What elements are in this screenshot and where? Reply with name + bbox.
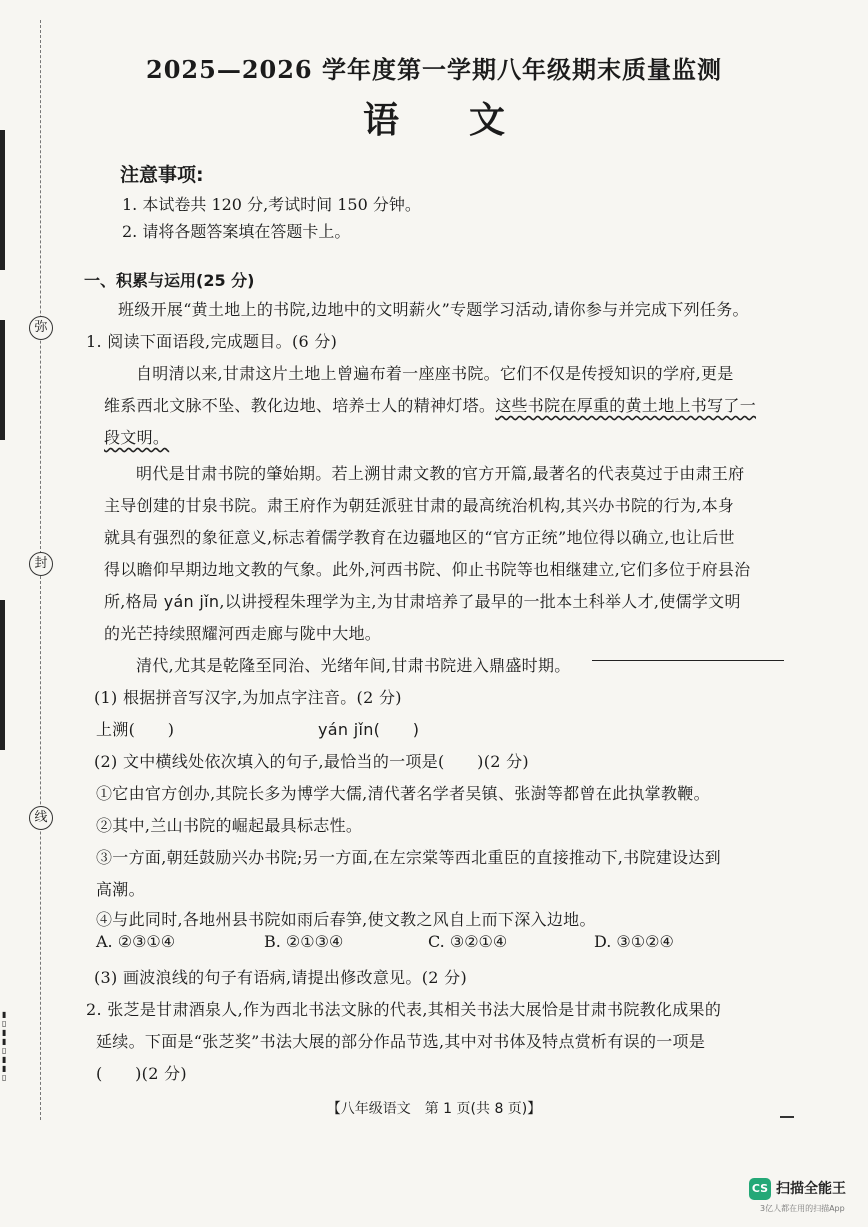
sentence-option: ②其中,兰山书院的崛起最具标志性。 [96, 816, 363, 835]
exam-subject: 语文 [362, 99, 575, 141]
binding-barcode-glyphs: ▮ ▯ ▮ ▮ ▯ ▮ ▮ ▯ [2, 1010, 7, 1082]
passage-text: ,以讲授程朱理学为主,为甘肃培养了最早的一批本土科举人才,使儒学文明 [219, 592, 741, 611]
choice-c: C. ③②①④ [428, 932, 508, 951]
passage-line: 清代,尤其是乾隆至同治、光绪年间,甘肃书院进入鼎盛时期。 [136, 656, 571, 675]
question-2-line: ( )(2 分) [96, 1064, 187, 1083]
choice-d: D. ③①②④ [594, 932, 674, 951]
passage-line: 的光芒持续照耀河西走廊与陇中大地。 [104, 624, 382, 643]
passage-text: 所,格局 [104, 592, 164, 611]
binding-edge-bar [0, 600, 5, 750]
binding-mark-mi: 弥 [29, 316, 53, 340]
section-heading: 一、积累与运用(25 分) [84, 271, 255, 290]
scanner-logo-icon: CS [749, 1178, 771, 1200]
notice-heading: 注意事项: [120, 164, 204, 186]
answer-slot-yanjin: yán jǐn( ) [318, 720, 420, 739]
binding-mark-xian: 线 [29, 806, 53, 830]
question-1-stem: 1. 阅读下面语段,完成题目。(6 分) [86, 332, 338, 351]
subquestion-1-label: (1) 根据拼音写汉字,为加点字注音。(2 分) [94, 688, 402, 707]
passage-line [104, 393, 756, 416]
passage-line [104, 589, 741, 612]
passage-line: 得以瞻仰早期边地文教的气象。此外,河西书院、仰止书院等也相继建立,它们多位于府县治 [104, 560, 751, 579]
passage-line: 就具有强烈的象征意义,标志着儒学教育在边疆地区的“官方正统”地位得以确立,也让后世 [104, 528, 735, 547]
scanner-app-name: 扫描全能王 [776, 1181, 846, 1197]
passage-text: 维系西北文脉不坠、教化边地、培养士人的精神灯塔。 [104, 396, 496, 415]
passage-line: 主导创建的甘泉书院。肃王府作为朝廷派驻甘肃的最高统治机构,其兴办书院的行为,本身 [104, 496, 735, 515]
answer-blank-line [592, 660, 784, 661]
wavy-underlined-sentence: 这些书院在厚重的黄土地上书写了一 [495, 396, 757, 415]
scanner-tagline: 3亿人都在用的扫描App [760, 1204, 845, 1213]
notice-item: 2. 请将各题答案填在答题卡上。 [122, 222, 351, 241]
pinyin-text: yán jǐn [163, 592, 220, 611]
question-2-line: 延续。下面是“张芝奖”书法大展的部分作品节选,其中对书体及特点赏析有误的一项是 [96, 1032, 706, 1051]
sentence-option: 高潮。 [96, 880, 145, 899]
sentence-option: ①它由官方创办,其院长多为博学大儒,清代著名学者吴镇、张澍等都曾在此执掌教鞭。 [96, 784, 710, 803]
binding-edge-bar [0, 320, 5, 440]
corner-dash [780, 1116, 794, 1118]
subquestion-2-label: (2) 文中横线处依次填入的句子,最恰当的一项是( )(2 分) [94, 752, 529, 771]
binding-edge-bar [0, 130, 5, 270]
passage-line: 明代是甘肃书院的肇始期。若上溯甘肃文教的官方开篇,最著名的代表莫过于由肃王府 [136, 464, 745, 483]
sentence-option: ④与此同时,各地州县书院如雨后春笋,使文教之风自上而下深入边地。 [96, 910, 596, 929]
passage-line [104, 425, 169, 448]
answer-slot-shangsu: 上溯( ) [96, 720, 175, 739]
exam-title: 2025—2026 学年度第一学期八年级期末质量监测 [146, 55, 722, 84]
passage-line: 自明清以来,甘肃这片土地上曾遍布着一座座书院。它们不仅是传授知识的学府,更是 [136, 364, 734, 383]
wavy-underlined-sentence: 段文明。 [104, 428, 170, 447]
question-2-line: 2. 张芝是甘肃酒泉人,作为西北书法文脉的代表,其相关书法大展恰是甘肃书院教化成果的 [86, 1000, 722, 1019]
page-footer: 【八年级语文 第 1 页(共 8 页)】 [326, 1101, 542, 1117]
choice-b: B. ②①③④ [264, 932, 344, 951]
binding-mark-feng: 封 [29, 552, 53, 576]
subquestion-3-label: (3) 画波浪线的句子有语病,请提出修改意见。(2 分) [94, 968, 467, 987]
choice-a: A. ②③①④ [96, 932, 176, 951]
sentence-option: ③一方面,朝廷鼓励兴办书院;另一方面,在左宗棠等西北重臣的直接推动下,书院建设达到 [96, 848, 721, 867]
activity-intro: 班级开展“黄土地上的书院,边地中的文明薪火”专题学习活动,请你参与并完成下列任务。 [118, 300, 749, 319]
notice-item: 1. 本试卷共 120 分,考试时间 150 分钟。 [122, 195, 421, 214]
